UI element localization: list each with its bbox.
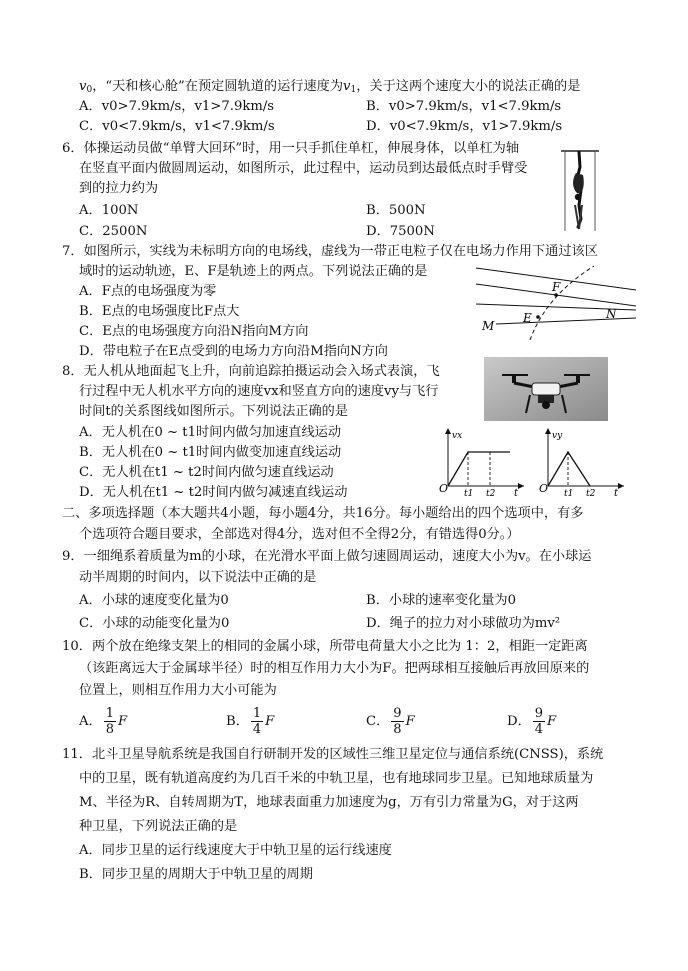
vy-axis-label: vy [552, 431, 563, 441]
q7-option-c: C．E点的电场强度方向沿N指向M方向 [79, 324, 309, 339]
vy-curve [548, 452, 590, 486]
section2-line2: 个选项符合题目要求，全部选对得4分，选对但不全得2分，有错选得0分。） [79, 527, 520, 542]
q11-option-a: A．同步卫星的运行线速度大于中轨卫星的运行线速度 [79, 843, 392, 858]
q10-option-d-label: D． [507, 714, 531, 729]
q6-line3: 到的拉力约为 [79, 181, 159, 196]
q9-line2: 动半周期的时间内，以下说法中正确的是 [79, 570, 317, 585]
q7-option-d: D．带电粒子在E点受到的电场力方向沿M指向N方向 [79, 344, 388, 359]
q9-option-d: D．绳子的拉力对小球做功为mv² [366, 616, 561, 631]
vx-origin-label: O [439, 482, 449, 495]
vx-t2-label: t2 [486, 489, 496, 496]
q10-a-force: F [118, 714, 128, 729]
q10-option-a-fraction [104, 706, 116, 737]
q5-stem [79, 78, 580, 96]
q10-option-a [79, 706, 127, 737]
vy-t-graph [538, 426, 628, 496]
q8-option-d: D．无人机在t1 ~ t2时间内做匀减速直线运动 [79, 485, 348, 500]
q10-option-c [366, 706, 415, 737]
vx-t-arrow [518, 483, 524, 489]
label-n: N [606, 307, 617, 321]
q10-c-force: F [405, 714, 415, 729]
vx-axis-label: vx [452, 431, 463, 441]
q10-option-c-fraction [391, 706, 403, 737]
label-m: M [482, 319, 495, 333]
q5-stem-text2: ，关于这两个速度大小的说法正确的是 [356, 79, 581, 94]
q8-option-a: A．无人机在0 ~ t1时间内做匀加速直线运动 [79, 425, 342, 440]
vy-origin-label: O [539, 482, 549, 495]
q5-option-b: B．v0>7.9km/s，v1<7.9km/s [366, 99, 562, 114]
label-f: F [552, 280, 561, 294]
q10-d-denominator: 4 [534, 722, 544, 737]
q8-option-b: B．无人机在0 ~ t1时间内做变加速直线运动 [79, 445, 342, 460]
point-e-dot [536, 315, 540, 319]
q9-option-a: A．小球的速度变化量为0 [79, 593, 229, 608]
q10-option-b-label: B． [226, 714, 249, 729]
q10-a-denominator: 8 [105, 722, 114, 737]
q10-line2: （该距离远大于金属球半径）时的相互作用力大小为F。把两球相互接触后再放回原来的 [79, 661, 590, 676]
label-e: E [523, 311, 532, 325]
vx-t1-label: t1 [464, 489, 474, 496]
q10-option-b-fraction [251, 706, 263, 737]
vy-v-arrow [545, 428, 551, 434]
q11-line1: 11．北斗卫星导航系统是我国自行研制开发的区域性三维卫星定位与通信系统(CNSS)，系统 [62, 747, 604, 762]
vx-curve [448, 452, 510, 486]
q10-c-numerator: 9 [393, 706, 402, 721]
vx-t-label: t [514, 488, 519, 496]
q9-option-b: B．小球的速率变化量为0 [366, 593, 516, 608]
q7-line1: 7．如图所示，实线为未标明方向的电场线，虚线为一带正电粒子仅在电场力作用下通过该区 [62, 244, 598, 259]
q5-stem-sub1: 1 [350, 85, 357, 95]
q10-option-c-label: C． [366, 714, 390, 729]
q6-option-c: C．2500N [79, 224, 148, 239]
q7-line2: 域时的运动轨迹，E、F是轨迹上的两点。下列说法正确的是 [79, 264, 428, 279]
q10-line1: 10．两个放在绝缘支架上的相同的金属小球，所带电荷量大小之比为 1：2，相距一定距离 [62, 639, 588, 654]
vy-t1-label: t1 [564, 489, 574, 496]
q10-option-a-label: A． [79, 714, 102, 729]
q10-b-numerator: 1 [252, 706, 262, 721]
vx-v-arrow [445, 428, 451, 434]
vy-t-arrow [618, 483, 624, 489]
q9-option-c: C．小球的动能变化量为0 [79, 616, 230, 631]
q7-option-a: A．F点的电场强度为零 [79, 284, 217, 299]
q10-d-numerator: 9 [534, 706, 544, 721]
q7-option-b: B．E点的电场强度比F点大 [79, 304, 240, 319]
vx-t-graph [438, 426, 528, 496]
q6-line2: 在竖直平面内做圆周运动，如图所示，此过程中，运动员到达最低点时手臂受 [79, 161, 528, 176]
q5-option-c: C．v0<7.9km/s，v1<7.9km/s [79, 119, 275, 134]
vy-t-label: t [614, 488, 619, 496]
drone-photo [484, 357, 608, 421]
q10-d-force: F [547, 714, 557, 729]
q5-stem-text: ，“天和核心舱”在预定圆轨道的运行速度为 [92, 79, 344, 94]
vy-t2-label: t2 [586, 489, 596, 496]
q10-a-numerator: 1 [105, 706, 114, 721]
section2-line1: 二、多项选择题（本大题共4小题，每小题4分，共16分。每小题给出的四个选项中，有多 [62, 506, 584, 521]
q6-option-a: A．100N [79, 203, 139, 218]
q9-line1: 9．一细绳系着质量为m的小球，在光滑水平面上做匀速圆周运动，速度大小为v。在小球运 [62, 549, 592, 564]
q5-option-d: D．v0<7.9km/s，v1>7.9km/s [366, 119, 563, 134]
q10-b-force: F [265, 714, 275, 729]
electric-field-figure [468, 262, 644, 342]
q11-line4: 种卫星，下列说法正确的是 [79, 819, 238, 834]
q8-line1: 8．无人机从地面起飞上升，向前追踪拍摄运动会入场式表演，飞 [62, 364, 440, 379]
gymnast-figure [555, 145, 605, 237]
q11-option-b: B．同步卫星的周期大于中轨卫星的周期 [79, 867, 313, 882]
q10-option-b [226, 706, 274, 737]
q6-option-d: D．7500N [366, 224, 435, 239]
q11-line3: M、半径为R、自转周期为T，地球表面重力加速度为g，万有引力常量为G，对于这两 [79, 795, 579, 810]
q6-option-b: B．500N [366, 203, 426, 218]
q5-stem-v: v [79, 79, 87, 94]
q5-stem-v1: v [343, 79, 351, 94]
q10-option-d [507, 706, 556, 737]
gymnast-body-icon [573, 152, 584, 229]
q8-option-c: C．无人机在t1 ~ t2时间内做匀速直线运动 [79, 465, 334, 480]
q10-c-denominator: 8 [393, 722, 402, 737]
q8-line2: 行过程中无人机水平方向的速度vx和竖直方向的速度vy与飞行 [79, 384, 439, 399]
q10-line3: 位置上，则相互作用力大小可能为 [79, 683, 277, 698]
q10-option-d-fraction [533, 706, 545, 737]
q11-line2: 中的卫星，既有轨道高度约为几百千米的中轨卫星，也有地球同步卫星。已知地球质量为 [79, 771, 594, 786]
q5-stem-sub0: 0 [86, 85, 93, 95]
q10-b-denominator: 4 [252, 722, 262, 737]
q6-line1: 6．体操运动员做“单臂大回环”时，用一只手抓住单杠，伸展身体，以单杠为轴 [62, 141, 520, 156]
q5-option-a: A．v0>7.9km/s，v1>7.9km/s [79, 99, 275, 114]
q8-line3: 时间t的关系图线如图所示。下列说法正确的是 [79, 404, 349, 419]
